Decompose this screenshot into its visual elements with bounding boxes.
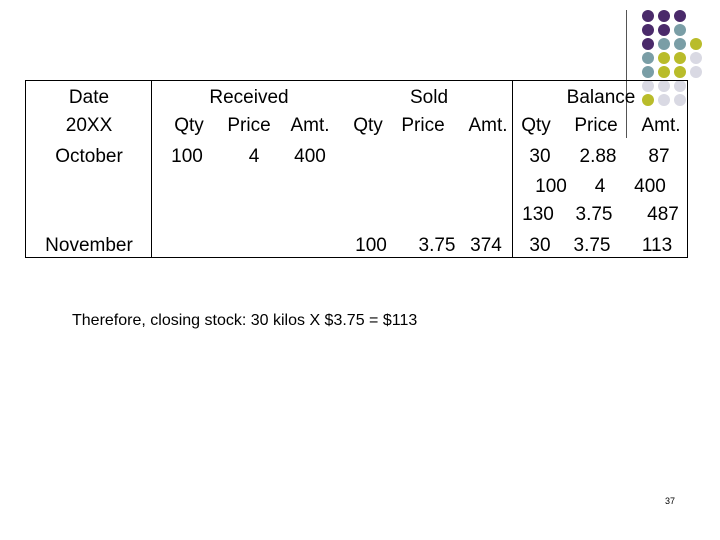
balance-qty: 130 (522, 204, 554, 225)
decorative-dot (658, 24, 670, 36)
balance-price: 4 (594, 176, 606, 197)
decorative-dot (642, 52, 654, 64)
received-amt-header: Amt. (290, 115, 330, 136)
balance-price-header: Price (574, 115, 618, 136)
received-qty-header: Qty (174, 115, 204, 136)
balance-price: 2.88 (579, 146, 617, 167)
decorative-dot (674, 24, 686, 36)
header-sold: Sold (409, 87, 449, 108)
decorative-dot (674, 10, 686, 22)
decorative-dot (642, 66, 654, 78)
closing-stock-note: Therefore, closing stock: 30 kilos X $3.75 = $113 (72, 312, 418, 329)
sold-qty-header: Qty (353, 115, 383, 136)
header-date: Date (68, 87, 110, 108)
inventory-table (25, 80, 688, 258)
header-balance: Balance (566, 87, 636, 108)
header-received: Received (209, 87, 289, 108)
page-number: 37 (665, 496, 676, 506)
decorative-dot (658, 52, 670, 64)
decorative-dot (642, 10, 654, 22)
balance-amt: 487 (647, 204, 679, 225)
decorative-dot (674, 38, 686, 50)
sold-price-header: Price (401, 115, 445, 136)
received-price: 4 (248, 146, 260, 167)
sold-amt: 374 (470, 235, 502, 256)
decorative-dot (658, 38, 670, 50)
column-divider (151, 81, 152, 257)
decorative-dot (690, 52, 702, 64)
balance-amt: 87 (648, 146, 670, 167)
sold-qty: 100 (355, 235, 387, 256)
sold-amt-header: Amt. (468, 115, 508, 136)
row-date: October (55, 146, 123, 167)
balance-price: 3.75 (573, 235, 611, 256)
decorative-dot (642, 38, 654, 50)
row-date: November (45, 235, 133, 256)
decorative-dot (690, 66, 702, 78)
decorative-dot (642, 24, 654, 36)
header-year: 20XX (65, 115, 113, 136)
column-divider (512, 81, 513, 257)
balance-amt-header: Amt. (641, 115, 681, 136)
balance-amt: 400 (634, 176, 666, 197)
sold-price: 3.75 (418, 235, 456, 256)
balance-qty-header: Qty (521, 115, 551, 136)
decorative-dot (658, 66, 670, 78)
received-price-header: Price (227, 115, 271, 136)
balance-amt: 113 (641, 235, 673, 256)
decorative-dot (658, 10, 670, 22)
received-qty: 100 (171, 146, 203, 167)
balance-qty: 30 (529, 146, 551, 167)
balance-price: 3.75 (575, 204, 613, 225)
received-amt: 400 (294, 146, 326, 167)
decorative-dot (674, 52, 686, 64)
decorative-dot (690, 38, 702, 50)
decorative-dot (674, 66, 686, 78)
balance-qty: 100 (535, 176, 567, 197)
balance-qty: 30 (529, 235, 551, 256)
